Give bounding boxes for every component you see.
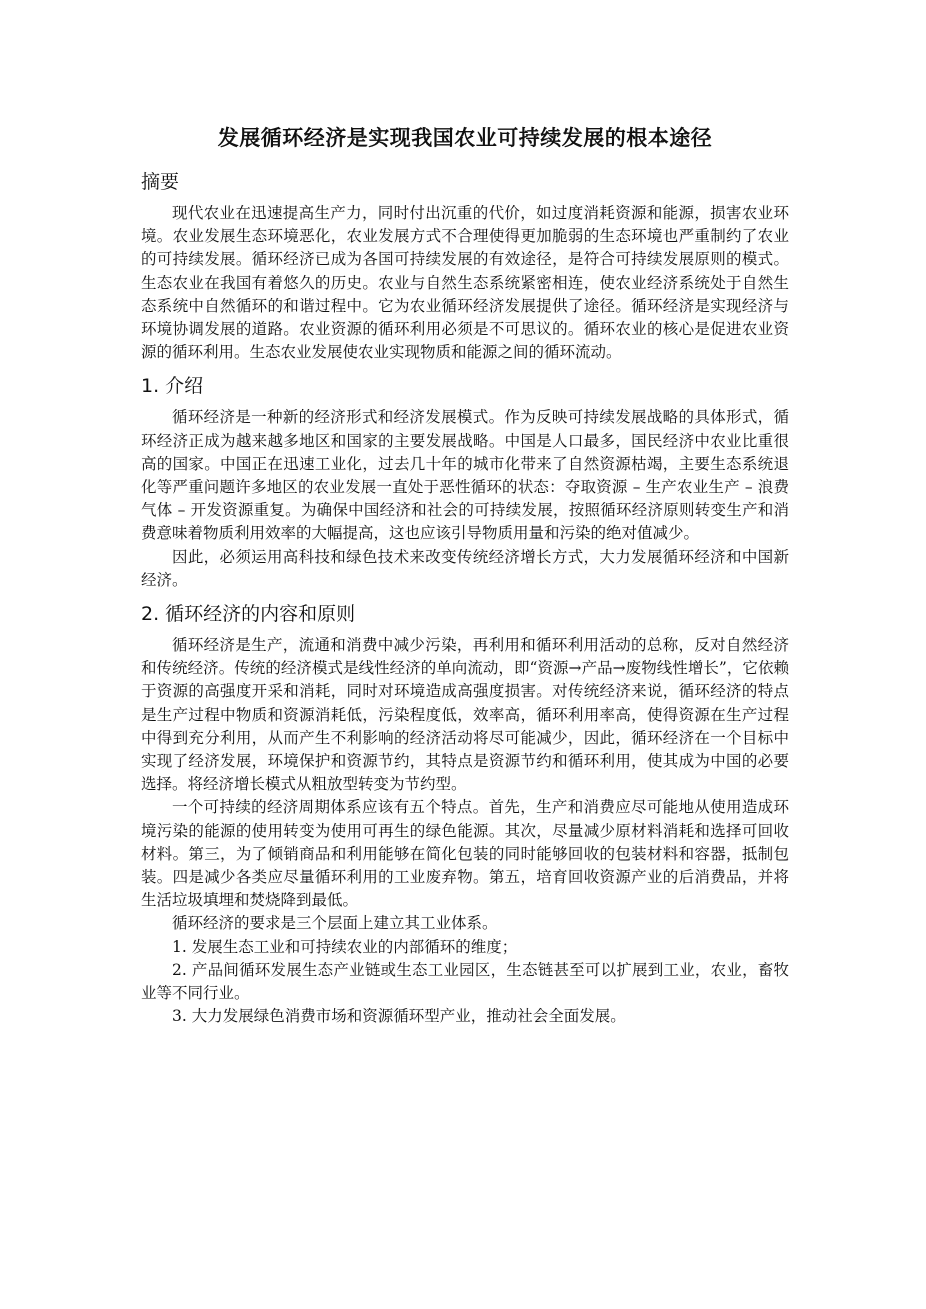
paragraph: 循环经济的要求是三个层面上建立其工业体系。 [172, 914, 498, 933]
paragraph: 因此，必须运用高科技和绿色技术来改变传统经济增长方式，大力发展循环经济和中国新经济。 [141, 547, 789, 589]
list-item: 2. 产品间循环发展生态产业链或生态工业园区，生态链甚至可以扩展到工业，农业，畜牧业等不同行业。 [141, 960, 789, 1003]
list-item: 3. 大力发展绿色消费市场和资源循环型产业，推动社会全面发展。 [172, 1007, 626, 1026]
page-title: 发展循环经济是实现我国农业可持续发展的根本途径 [217, 126, 713, 150]
abstract-heading: 摘要 [141, 171, 180, 193]
section-introduction [141, 370, 789, 592]
section-content-principles [141, 598, 789, 1028]
abstract-paragraph: 现代农业在迅速提高生产力，同时付出沉重的代价，如过度消耗资源和能源，损害农业环境。农业发展生态环境恶化，农业发展方式不合理使得更加脆弱的生态环境也严重制约了农业的可持续发展。循环经济已成为各国可持续发展的有效途径，是符合可持续发展原则的模式。生态农业在我国有着悠久的历史。农业与自然生态系统紧密相连，使农业经济系统处于自然生态系统中自然循环的和谐过程中。它为农业循环经济发展提供了途径。循环经济是实现经济与环境协调发展的道路。农业资源的循环利用必须是不可思议的。循环农业的核心是促进农业资源的循环利用。生态农业发展使农业实现物质和能源之间的循环流动。 [141, 204, 789, 362]
document-body [141, 118, 789, 1035]
abstract-section [141, 166, 789, 364]
section-heading-introduction: 1. 介绍 [141, 375, 204, 398]
paragraph: 循环经济是一种新的经济形式和经济发展模式。作为反映可持续发展战略的具体形式，循环经济正成为越来越多地区和国家的主要发展战略。中国是人口最多，国民经济中农业比重很高的国家。中国正在迅速工业化，过去几十年的城市化带来了自然资源枯竭，主要生态系统退化等严重问题许多地区的农业发展一直处于恶性循环的状态：夺取资源 – 生产农业生产 – 浪费气体 – 开发资源重复。为确保中国经济和社会的可持续发展，按照循环经济原则转变生产和消费意味着物质利用效率的大幅提高，这也应该引导物质用量和污染的绝对值减少。 [141, 408, 789, 543]
section-heading-content-principles: 2. 循环经济的内容和原则 [141, 603, 356, 626]
paragraph: 一个可持续的经济周期体系应该有五个特点。首先，生产和消费应尽可能地从使用造成环境污染的能源的使用转变为使用可再生的绿色能源。其次，尽量减少原材料消耗和选择可回收材料。第三，为了倾销商品和利用能够在简化包装的同时能够回收的包装材料和容器，抵制包装。四是减少各类应尽量循环利用的工业废弃物。第五，培育回收资源产业的后消费品，并将生活垃圾填埋和焚烧降到最低。 [141, 798, 789, 910]
paragraph: 循环经济是生产，流通和消费中减少污染，再利用和循环利用活动的总称，反对自然经济和传统经济。传统的经济模式是线性经济的单向流动，即“资源→产品→废物线性增长”，它依赖于资源的高强度开采和消耗，同时对环境造成高强度损害。对传统经济来说，循环经济的特点是生产过程中物质和资源消耗低，污染程度低，效率高，循环利用率高，使得资源在生产过程中得到充分利用，从而产生不利影响的经济活动将尽可能减少，因此，循环经济在一个目标中实现了经济发展，环境保护和资源节约，其特点是资源节约和循环利用，使其成为中国的必要选择。将经济增长模式从粗放型转变为节约型。 [141, 636, 789, 794]
list-item: 1. 发展生态工业和可持续农业的内部循环的维度； [172, 937, 518, 956]
